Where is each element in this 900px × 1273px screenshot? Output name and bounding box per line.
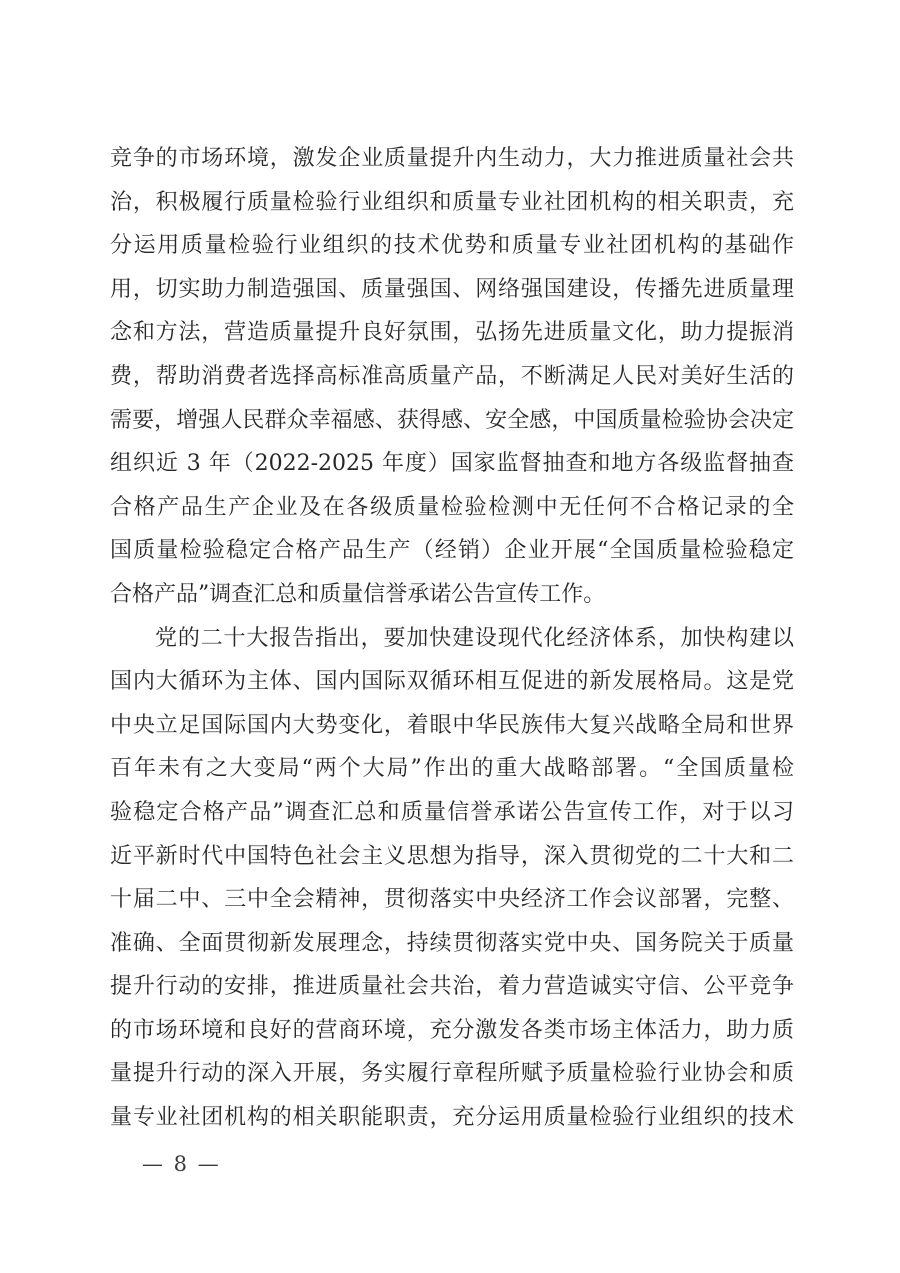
text-line: 分运用质量检验行业组织的技术优势和质量专业社团机构的基础作 [110, 233, 794, 259]
text-line: 中央立足国际国内大势变化，着眼中华民族伟大复兴战略全局和世界 [110, 712, 794, 738]
text-line: 竞争的市场环境，激发企业质量提升内生动力，大力推进质量社会共 [110, 146, 794, 171]
page-number: — 8 — [142, 1152, 221, 1176]
text-line: 合格产品”调查汇总和质量信誉承诺公告宣传工作。 [110, 581, 606, 607]
text-line: 近平新时代中国特色社会主义思想为指导，深入贯彻党的二十大和二 [110, 843, 794, 869]
body-text [110, 137, 794, 1140]
text-line: 用，切实助力制造强国、质量强国、网络强国建设，传播先进质量理 [110, 276, 794, 302]
text-line: 治，积极履行质量检验行业组织和质量专业社团机构的相关职责，充 [110, 189, 794, 215]
text-line: 的市场环境和良好的营商环境，充分激发各类市场主体活力，助力质 [110, 1017, 794, 1043]
text-line: 国质量检验稳定合格产品生产（经销）企业开展“全国质量检验稳定 [110, 538, 794, 564]
text-line: 验稳定合格产品”调查汇总和质量信誉承诺公告宣传工作，对于以习 [110, 799, 794, 825]
text-line: 念和方法，营造质量提升良好氛围，弘扬先进质量文化，助力提振消 [110, 320, 794, 346]
text-line: 量提升行动的深入开展，务实履行章程所赋予质量检验行业协会和质 [110, 1061, 794, 1087]
text-line: 合格产品生产企业及在各级质量检验检测中无任何不合格记录的全 [110, 494, 794, 520]
text-line: 十届二中、三中全会精神，贯彻落实中央经济工作会议部署，完整、 [110, 887, 794, 913]
text-line: 准确、全面贯彻新发展理念，持续贯彻落实党中央、国务院关于质量 [110, 930, 794, 956]
text-line: 国内大循环为主体、国内国际双循环相互促进的新发展格局。这是党 [110, 669, 794, 695]
text-line: 组织近 3 年（2022-2025 年度）国家监督抽查和地方各级监督抽查 [110, 451, 794, 477]
text-line: 量专业社团机构的相关职能职责，充分运用质量检验行业组织的技术 [110, 1105, 794, 1131]
text-line: 需要，增强人民群众幸福感、获得感、安全感，中国质量检验协会决定 [110, 407, 794, 433]
text-line: 提升行动的安排，推进质量社会共治，着力营造诚实守信、公平竞争 [110, 974, 794, 1000]
text-line: 费，帮助消费者选择高标准高质量产品，不断满足人民对美好生活的 [110, 363, 794, 389]
text-line: 党的二十大报告指出，要加快建设现代化经济体系，加快构建以 [155, 625, 794, 651]
text-line: 百年未有之大变局“两个大局”作出的重大战略部署。“全国质量检 [110, 756, 794, 782]
